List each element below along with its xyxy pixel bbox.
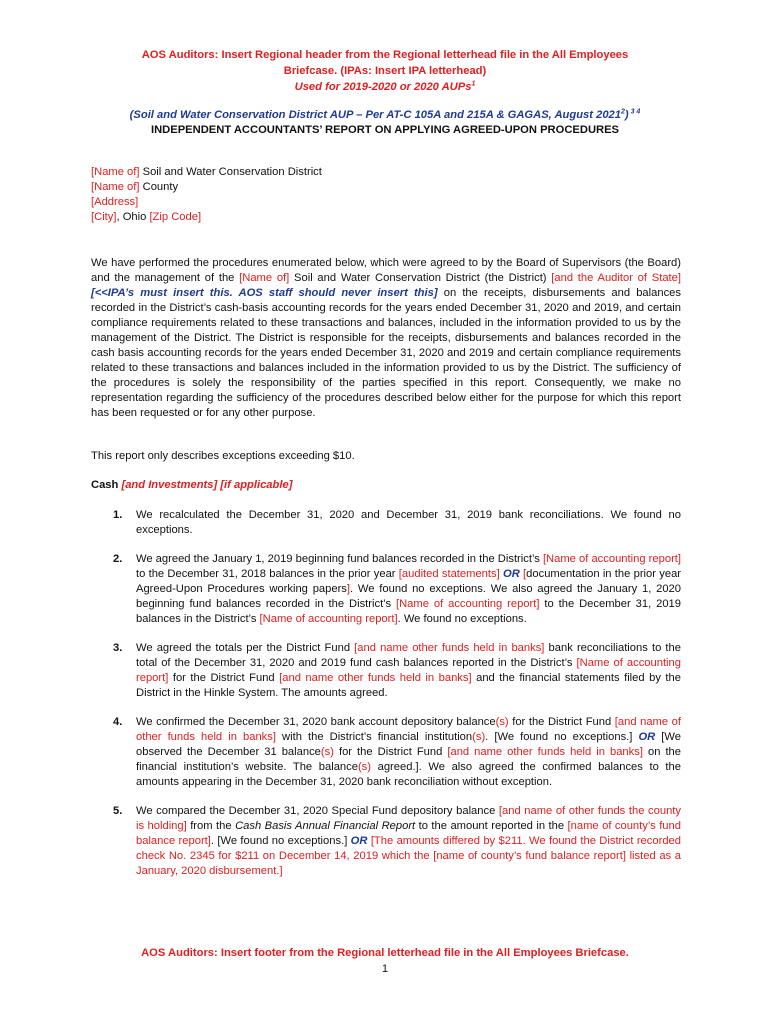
address-city: [City], Ohio [Zip Code]: [91, 211, 202, 223]
procedure-item-3: 3. We agreed the totals per the District Fund [and name other funds held in banks] bank reconciliations to the total of the December 31, 2020 and 2019 fund cash balances reported in the District’s [Name of accounting report] for the District Fund [and name other funds held in banks] and the financial statements filed by the District in the Hinkle System. The amounts agreed.: [113, 642, 681, 699]
header-line-1: AOS Auditors: Insert Regional header from the Regional letterhead file in the All Employees: [141, 49, 629, 61]
procedure-item-4: 4. We confirmed the December 31, 2020 bank account depository balance(s) for the District Fund [and name of other funds held in banks] with the District’s financial institution(s). [We found no exceptions.] OR [We observed the December 31 balance(s) for the District Fund [and name other funds held in banks] on the financial institution’s website. The balance(s) agreed.]. We also agreed the confirmed balances to the amounts appearing in the December 31, 2020 bank reconciliation without exception.: [113, 716, 681, 788]
address-county: [Name of] County: [91, 181, 179, 193]
aup-subtitle: (Soil and Water Conservation District AUP – Per AT-C 105A and 215A & GAGAS, August 2021$^2$) $^{3 4}$: [129, 108, 641, 121]
address-street: [Address]: [91, 196, 139, 208]
address-block: [91, 165, 322, 225]
procedure-item-2: 2. We agreed the January 1, 2019 beginning fund balances recorded in the District’s [Name of accounting report] to the December 31, 2018 balances in the prior year [audited statements] OR [documentation in the prior year Agreed-Upon Procedures working papers]. We found no exceptions. We also agreed the January 1, 2020 beginning fund balances recorded in the District’s [Name of accounting report] to the December 31, 2019 balances in the District’s [Name of accounting report]. We found no exceptions.: [113, 553, 682, 625]
procedure-item-5: 5. We compared the December 31, 2020 Special Fund depository balance [and name of other funds the county is holding] from the Cash Basis Annual Financial Report to the amount reported in the [name of county’s fund balance report]. [We found no exceptions.] OR [The amounts differed by $211. We found the District recorded check No. 2345 for $211 on December 14, 2019 which the [name of county’s fund balance report] listed as a January, 2020 disbursement.]: [113, 805, 681, 877]
address-district: [Name of] Soil and Water Conservation District: [91, 166, 322, 178]
report-title: INDEPENDENT ACCOUNTANTS’ REPORT ON APPLYING AGREED-UPON PROCEDURES: [150, 124, 620, 136]
header-line-2: Briefcase. (IPAs: Insert IPA letterhead): [283, 65, 487, 77]
header-line-3: Used for 2019-2020 or 2020 AUPs$^1$: [294, 80, 476, 93]
page-number: 1: [381, 963, 389, 975]
exceptions-note: This report only describes exceptions exceeding $10.: [91, 450, 355, 462]
procedure-item-1: 1. We recalculated the December 31, 2020 and December 31, 2019 bank reconciliations. We found no exceptions.: [113, 509, 681, 536]
regional-footer-instruction: AOS Auditors: Insert footer from the Regional letterhead file in the All Employees Briefcase.: [141, 947, 629, 959]
intro-paragraph: We have performed the procedures enumerated below, which were agreed to by the Board of Supervisors (the Board) and the management of the [Name of] Soil and Water Conservation District (the District) [and the Auditor of State] [<<IPA’s must insert this. AOS staff should never insert this] on the receipts, disbursements and balances recorded in the District’s cash-basis accounting records for the years ended December 31, 2020 and 2019, and certain compliance requirements related to these transactions and balances, included in the information provided to us by the management of the District. The District is responsible for the receipts, disbursements and balances recorded in the cash basis accounting records for the years ended December 31, 2020 and 2019 and certain compliance requirements related to these transactions and balances included in the information provided to us by the District. The sufficiency of the procedures is solely the responsibility of the parties specified in this report. Consequently, we make no representation regarding the sufficiency of the procedures described below either for the purpose for which this report has been requested or for any other purpose.: [91, 257, 681, 419]
procedure-list: [91, 508, 681, 893]
cash-section-heading: Cash [and Investments] [if applicable]: [91, 479, 293, 491]
regional-header-instruction: [60, 47, 710, 95]
